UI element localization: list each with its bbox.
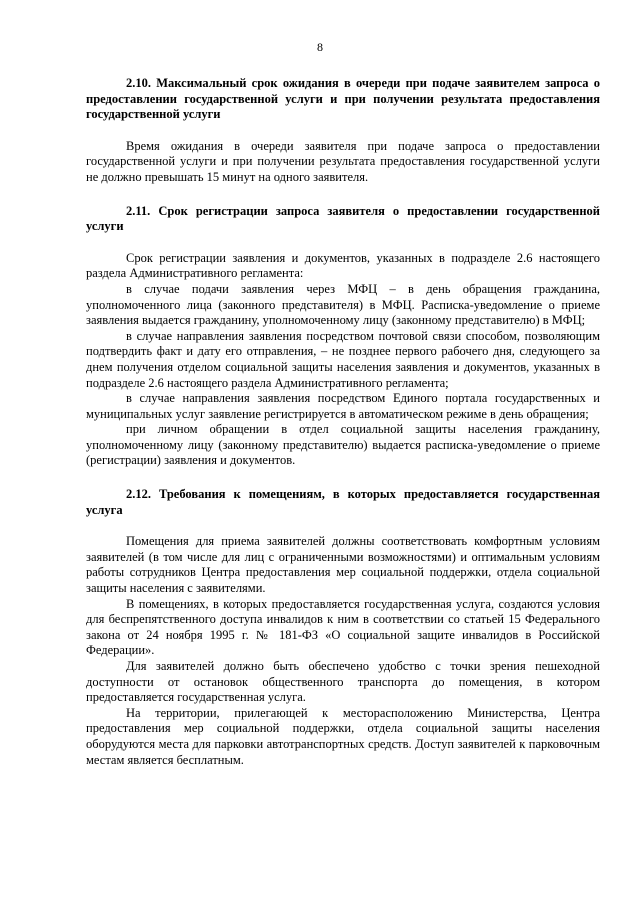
paragraph: Срок регистрации заявления и документов, указанных в подразделе 2.6 настоящего раздела Административного регламента: bbox=[86, 250, 600, 281]
paragraph: Время ожидания в очереди заявителя при подаче запроса о предоставлении государственной услуги и при получении результата предоставления государственной услуги не должно превышать 15 минут на одного заявителя. bbox=[86, 138, 600, 184]
paragraph: На территории, прилегающей к месторасположению Министерства, Центра предоставления мер социальной поддержки, отдела социальной защиты населения оборудуются места для парковки автотранспортных средств. Доступ заявителей к парковочным местам является бесплатным. bbox=[86, 705, 600, 767]
section-heading-2-11: 2.11. Срок регистрации запроса заявителя о предоставлении государственной услуги bbox=[86, 203, 600, 234]
page-content bbox=[86, 76, 600, 768]
paragraph: при личном обращении в отдел социальной защиты населения гражданину, уполномоченному лицу (законному представителю) выдается расписка-уведомление о приеме (регистрации) заявления и документов. bbox=[86, 422, 600, 468]
paragraph: в случае направления заявления посредством почтовой связи способом, позволяющим подтвердить факт и дату его отправления, – не позднее первого рабочего дня, следующего за днем получения отделом социальной защиты населения заявления и документов, указанных в подразделе 2.6 настоящего раздела Административного регламента; bbox=[86, 328, 600, 390]
paragraph: Для заявителей должно быть обеспечено удобство с точки зрения пешеходной доступности от остановок общественного транспорта до помещения, в котором предоставляется государственная услуга. bbox=[86, 659, 600, 705]
paragraph: в случае направления заявления посредством Единого портала государственных и муниципальных услуг заявление регистрируется в автоматическом режиме в день обращения; bbox=[86, 391, 600, 421]
paragraph: В помещениях, в которых предоставляется государственная услуга, создаются условия для беспрепятственного доступа инвалидов к ним в соответствии со статьей 15 Федерального закона от 24 ноября 1995 г. № 181-ФЗ «О социальной защите инвалидов в Российской Федерации». bbox=[86, 596, 600, 658]
page-number: 8 bbox=[317, 40, 323, 54]
section-heading-2-12: 2.12. Требования к помещениям, в которых предоставляется государственная услуга bbox=[86, 487, 600, 517]
paragraph: в случае подачи заявления через МФЦ – в день обращения гражданина, уполномоченного лица (законного представителя) в МФЦ. Расписка-уведомление о приеме заявления выдается гражданину, уполномоченному лицу (законному представителю) в МФЦ; bbox=[86, 281, 600, 328]
paragraph: Помещения для приема заявителей должны соответствовать комфортным условиям заявителей (в том числе для лиц с ограниченными возможностями) и оптимальным условиям работы сотрудников Центра предоставления мер социальной поддержки, отдела социальной защиты населения с заявителями. bbox=[86, 534, 600, 596]
section-heading-2-10: 2.10. Максимальный срок ожидания в очереди при подаче заявителем запроса о предоставлении государственной услуги и при получении результата предоставления государственной услуги bbox=[86, 76, 600, 122]
